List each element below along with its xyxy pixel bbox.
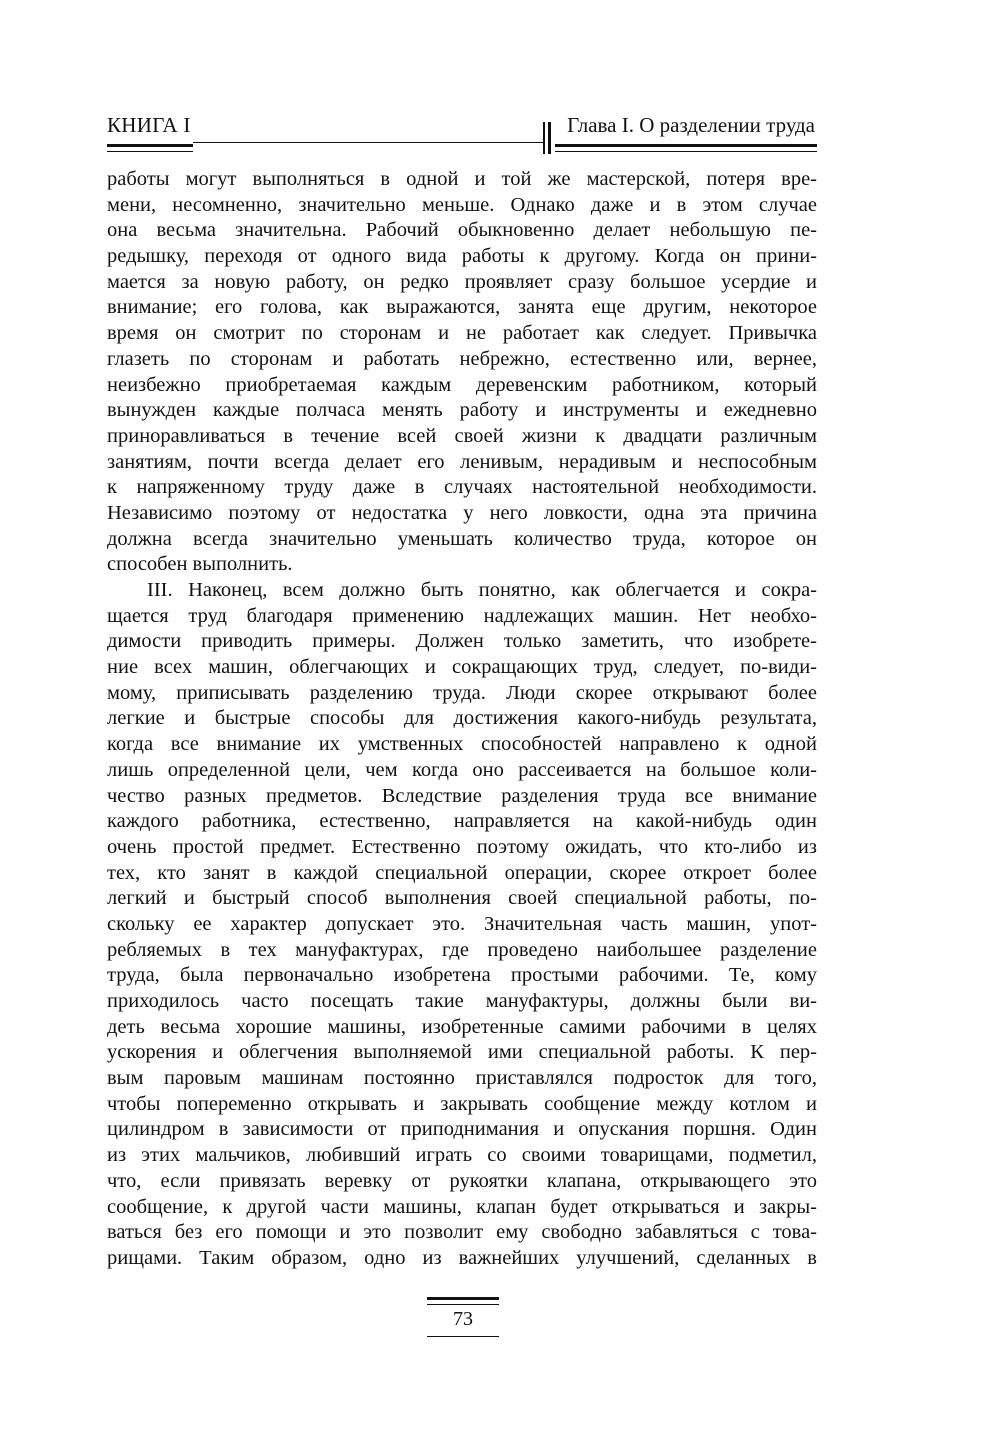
text-line: сообщение, к другой части машины, клапан будет открываться и закры- [107,1195,817,1218]
text-line: вынужден каждые полчаса менять работу и инструменты и ежедневно [107,399,817,422]
text-line: ребляемых в тех мануфактурах, где проведено наибольшее разделение [107,938,817,961]
text-line: приноравливаться в течение всей своей жизни к двадцати различным [107,424,817,447]
text-line: легкий и быстрый способ выполнения своей специальной работы, по- [107,887,817,910]
folio-rule-heavy [427,1297,499,1300]
text-line: деть весьма хорошие машины, изобретенные самими рабочими в целях [107,1015,817,1038]
text-line: она весьма значительна. Рабочий обыкновенно делает небольшую пе- [107,219,817,242]
paragraph-continued [107,167,817,578]
book-label: КНИГА I [107,113,191,137]
text-line: щается труд благодаря применению надлежащих машин. Нет необхо- [107,604,817,627]
text-line: из этих мальчиков, любивший играть со своими товарищами, подметил, [107,1144,817,1167]
header-rule-left-thin [107,151,193,152]
text-line: димости приводить примеры. Должен только заметить, что изобрете- [107,630,817,653]
header-rule-long [193,142,543,143]
running-header [0,0,986,160]
text-line: очень простой предмет. Естественно поэтому ожидать, что кто-либо из [107,835,817,858]
text-line: ускорения и облегчения выполняемой ими специальной работы. К пер- [107,1041,817,1064]
text-line: занятиям, почти всегда делает его ленивым, нерадивым и неспособным [107,450,817,473]
text-line: неизбежно приобретаемая каждым деревенским работником, который [107,373,817,396]
text-line: цилиндром в зависимости от приподнимания и опускания поршня. Один [107,1118,817,1141]
text-line: III. Наконец, всем должно быть понятно, как облегчается и сокра- [147,579,817,601]
header-rule-right-thin [555,151,817,152]
text-line: вым паровым машинам постоянно приставлялся подросток для того, [107,1067,817,1090]
text-line: к напряженному труду даже в случаях настоятельной необходимости. [107,476,817,499]
header-rule-right-heavy [555,144,817,147]
text-line: лишь определенной цели, чем когда оно рассеивается на большое коли- [107,758,817,781]
text-line: работы могут выполняться в одной и той же мастерской, потеря вре- [107,168,817,190]
text-line: чтобы попеременно открывать и закрывать сообщение между котлом и [107,1092,817,1115]
text-line: должна всегда значительно уменьшать количество труда, которое он [107,527,817,550]
text-line: труда, была первоначально изобретена простыми рабочими. Те, кому [107,964,817,987]
header-divider-heavy [548,122,551,154]
text-line: когда все внимание их умственных способностей направлено к одной [107,733,817,756]
text-line: каждого работника, естественно, направляется на какой-нибудь один [107,810,817,833]
text-line: мени, несомненно, значительно меньше. Однако даже и в этом случае [107,193,817,216]
text-line: ваться без его помощи и это позволит ему свободно забавляться с това- [107,1221,817,1244]
text-line: рищами. Таким образом, одно из важнейших улучшений, сделанных в [107,1246,817,1269]
text-line: мается за новую работу, он редко проявляет сразу большое усердие и [107,270,817,293]
page-body [107,167,817,1272]
chapter-title: Глава I. О разделении труда [567,113,815,137]
header-divider-thin [543,122,545,154]
text-line: Независимо поэтому от недостатка у него ловкости, одна эта причина [107,501,817,524]
text-line: приходилось часто посещать такие мануфактуры, должны были ви- [107,990,817,1012]
text-line: тех, кто занят в каждой специальной операции, скорее откроет более [107,861,817,884]
text-line: способен выполнить. [107,553,293,576]
header-rule-left-heavy [107,144,193,147]
folio-rule-under [427,1336,499,1337]
text-line: чество разных предметов. Вследствие разделения труда все внимание [107,784,817,807]
text-line: легкие и быстрые способы для достижения какого-нибудь результата, [107,707,817,730]
paragraph-iii [107,578,817,1272]
text-line: глазеть по сторонам и работать небрежно, естественно или, вернее, [107,347,817,370]
text-line: редышку, переходя от одного вида работы к другому. Когда он прини- [107,245,817,268]
folio-rule-thin [427,1304,499,1305]
page-number: 73 [453,1308,473,1330]
text-line: скольку ее характер допускает это. Значительная часть машин, упот- [107,912,817,935]
text-line: мому, приписывать разделению труда. Люди скорее открывают более [107,681,817,704]
text-line: время он смотрит по сторонам и не работает как следует. Привычка [107,322,817,345]
text-line: внимание; его голова, как выражаются, занята еще другим, некоторое [107,296,817,319]
text-line: что, если привязать веревку от рукоятки клапана, открывающего это [107,1169,817,1192]
text-line: ние всех машин, облегчающих и сокращающих труд, следует, по-види- [107,656,817,679]
